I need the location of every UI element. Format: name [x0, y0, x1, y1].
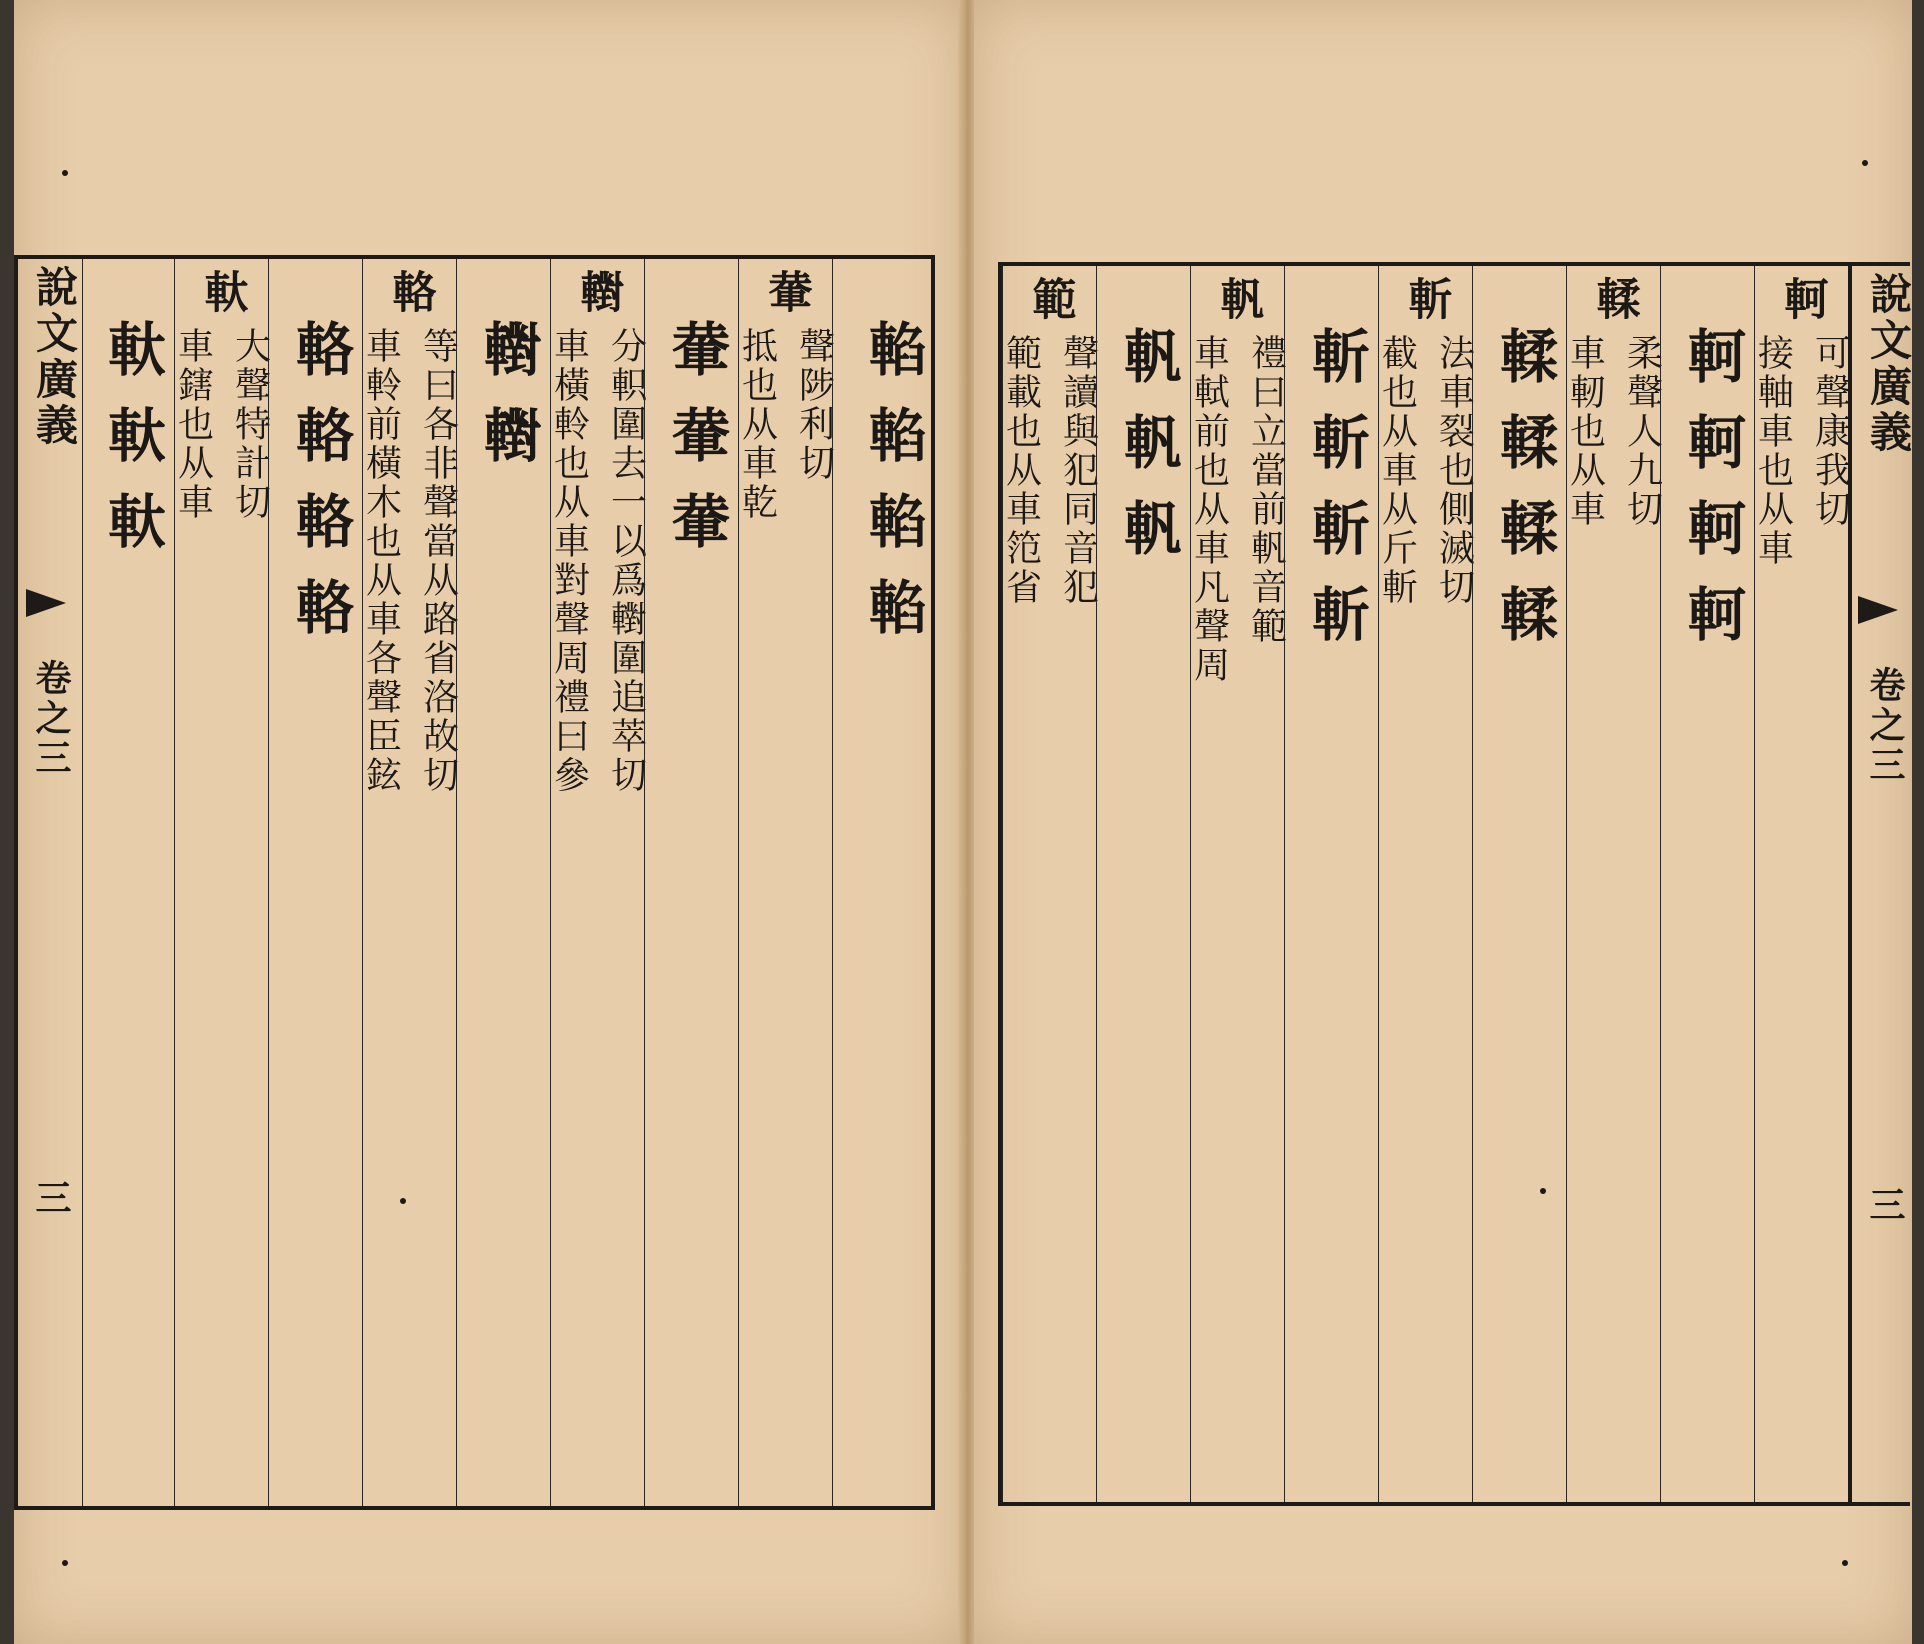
entry-note: 法車裂也側滅切	[1433, 334, 1475, 607]
seal-forms: 軻軻軻軻	[1678, 326, 1746, 670]
seal-forms: 輡輡輡輡	[859, 319, 927, 663]
right-margin-column	[1848, 266, 1913, 1502]
right-margin-volume: 卷之三	[1864, 666, 1906, 786]
column-seal	[644, 259, 738, 1506]
seal-forms: 軑軑軑	[98, 319, 166, 577]
entry-head: 轛	[572, 269, 624, 313]
entry-head: 範	[1024, 276, 1076, 320]
entry-note: 車軨前橫木也从車各聲臣鉉	[360, 327, 402, 795]
fish-tail-mark	[1858, 596, 1898, 624]
column-seal	[1284, 266, 1378, 1502]
column-entry	[1188, 266, 1287, 1502]
entry-note: 聲陟利切	[793, 327, 835, 483]
left-margin-page: 三	[30, 1179, 72, 1219]
entry-head: 輂	[760, 269, 812, 313]
fish-tail-mark	[26, 589, 66, 617]
column-entry	[736, 259, 835, 1506]
left-text-frame	[14, 255, 935, 1510]
entry-note: 禮曰立當前軓音範	[1245, 334, 1287, 646]
entry-head: 輮	[1588, 276, 1640, 320]
right-page	[974, 0, 1912, 1644]
entry-head: 斬	[1400, 276, 1452, 320]
column-entry	[1564, 266, 1663, 1502]
column-seal	[1660, 266, 1754, 1502]
seal-forms: 輮輮輮輮	[1490, 326, 1558, 670]
left-margin-volume: 卷之三	[30, 659, 72, 779]
seal-forms: 輅輅輅輅	[286, 319, 354, 663]
entry-head: 軓	[1212, 276, 1264, 320]
entry-note: 分軹圍去一以爲轛圍追萃切	[605, 327, 647, 795]
entry-note: 柔聲人九切	[1621, 334, 1663, 529]
column-seal	[268, 259, 362, 1506]
column-seal	[1096, 266, 1190, 1502]
entry-note: 車橫軨也从車對聲周禮曰參	[548, 327, 590, 795]
entry-note: 車軔也从車	[1564, 334, 1606, 529]
column-entry	[1000, 266, 1099, 1502]
column-entry	[360, 259, 459, 1506]
entry-note: 範載也从車笵省	[1000, 334, 1042, 607]
left-margin-title: 說文廣義	[30, 265, 79, 449]
column-entry	[548, 259, 647, 1506]
entry-note: 截也从車从斤斬	[1376, 334, 1418, 607]
seal-forms: 軓軓軓	[1114, 326, 1182, 584]
right-margin-page: 三	[1864, 1186, 1906, 1226]
column-seal	[832, 259, 935, 1506]
margin-dot	[1862, 160, 1868, 166]
column-seal	[82, 259, 174, 1506]
right-text-frame	[998, 262, 1913, 1506]
entry-note: 接軸車也从車	[1752, 334, 1794, 568]
seal-forms: 轛轛	[474, 319, 542, 491]
margin-dot	[62, 1560, 68, 1566]
right-margin-title: 說文廣義	[1864, 272, 1913, 456]
entry-note: 聲讀與犯同音犯	[1057, 334, 1099, 607]
column-seal	[456, 259, 550, 1506]
column-entry	[1752, 266, 1851, 1502]
column-entry	[172, 259, 271, 1506]
entry-note: 等曰各非聲當从路省洛故切	[417, 327, 459, 795]
seal-forms: 輂輂輂	[662, 319, 730, 577]
entry-head: 輅	[384, 269, 436, 313]
entry-note: 車鎋也从車	[172, 327, 214, 522]
left-page	[14, 0, 966, 1644]
entry-note: 大聲特計切	[229, 327, 271, 522]
margin-dot	[62, 170, 68, 176]
entry-head: 軻	[1776, 276, 1828, 320]
entry-head: 軑	[196, 269, 248, 313]
entry-note: 可聲康我切	[1809, 334, 1851, 529]
entry-note: 車軾前也从車凡聲周	[1188, 334, 1230, 685]
column-seal	[1472, 266, 1566, 1502]
column-entry	[1376, 266, 1475, 1502]
entry-note: 抵也从車乾	[736, 327, 778, 522]
margin-dot	[1842, 1560, 1848, 1566]
seal-forms: 斬斬斬斬	[1302, 326, 1370, 670]
